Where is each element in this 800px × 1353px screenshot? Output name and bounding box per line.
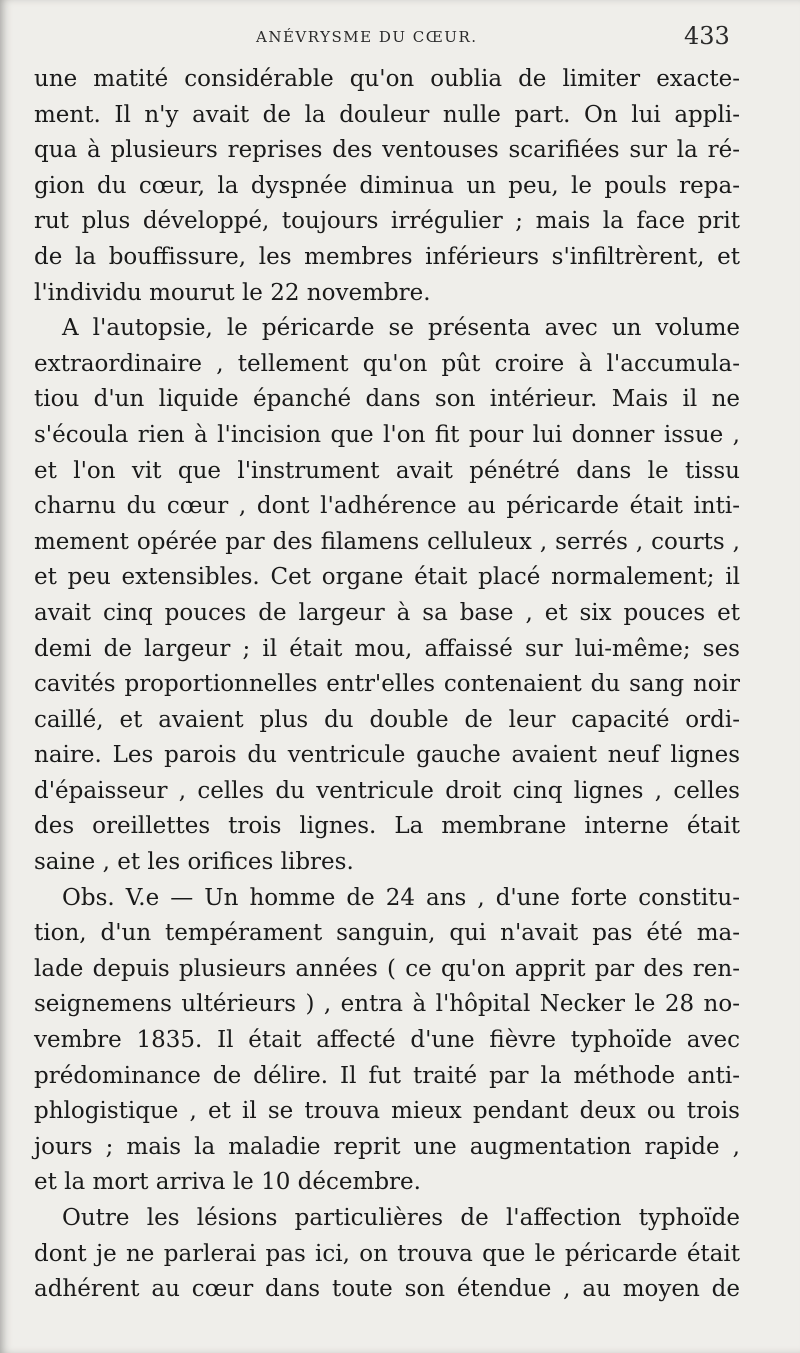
text-line: tiou d'un liquide épanché dans son intérieur. Mais il ne [34, 386, 740, 413]
text-line: et peu extensibles. Cet organe était placé normalement; il [34, 564, 740, 591]
running-head: ANÉVRYSME DU CŒUR. [256, 28, 478, 46]
text-line: et l'on vit que l'instrument avait pénétré dans le tissu [34, 457, 740, 484]
body-text [34, 62, 740, 1308]
text-line: une matité considérable qu'on oublia de limiter exacte- [34, 66, 740, 92]
text-line: gion du cœur, la dyspnée diminua un peu, le pouls repa- [34, 172, 740, 199]
text-line: Obs. V.e — Un homme de 24 ans , d'une forte constitu- [62, 884, 740, 911]
text-line: jours ; mais la maladie reprit une augmentation rapide , [34, 1133, 740, 1160]
text-line: Outre les lésions particulières de l'affection typhoïde [62, 1205, 740, 1231]
text-line: mement opérée par des filamens celluleux , serrés , courts , [34, 528, 740, 555]
text-line: A l'autopsie, le péricarde se présenta avec un volume [62, 315, 740, 342]
text-line: et la mort arriva le 10 décembre. [34, 1169, 421, 1196]
text-line: lade depuis plusieurs années ( ce qu'on apprit par des ren- [34, 955, 740, 982]
text-line: avait cinq pouces de largeur à sa base , et six pouces et [34, 599, 740, 626]
text-line: de la bouffissure, les membres inférieurs s'infiltrèrent, et [34, 243, 740, 270]
text-line: ment. Il n'y avait de la douleur nulle part. On lui appli- [34, 101, 740, 128]
text-line: tion, d'un tempérament sanguin, qui n'avait pas été ma- [34, 920, 740, 947]
page-header [0, 22, 800, 56]
text-line: cavités proportionnelles entr'elles contenaient du sang noir [34, 671, 740, 698]
text-line: caillé, et avaient plus du double de leur capacité ordi- [34, 706, 740, 733]
text-line: adhérent au cœur dans toute son étendue , au moyen de [34, 1276, 740, 1303]
text-line: d'épaisseur , celles du ventricule droit cinq lignes , celles [34, 777, 740, 804]
text-line: demi de largeur ; il était mou, affaissé sur lui-même; ses [34, 635, 740, 662]
text-line: seignemens ultérieurs ) , entra à l'hôpital Necker le 28 no- [34, 991, 740, 1018]
text-line: vembre 1835. Il était affecté d'une fièvre typhoïde avec [34, 1027, 740, 1054]
text-line: l'individu mourut le 22 novembre. [34, 279, 431, 306]
text-line: phlogistique , et il se trouva mieux pendant deux ou trois [34, 1098, 740, 1125]
text-line: naire. Les parois du ventricule gauche avaient neuf lignes [34, 742, 740, 769]
text-line: dont je ne parlerai pas ici, on trouva que le péricarde était [34, 1240, 740, 1267]
text-line: des oreillettes trois lignes. La membrane interne était [34, 813, 740, 840]
text-line: charnu du cœur , dont l'adhérence au péricarde était inti- [34, 493, 740, 520]
text-line: saine , et les orifices libres. [34, 849, 354, 876]
text-line: s'écoula rien à l'incision que l'on fit pour lui donner issue , [34, 421, 740, 448]
text-line: prédominance de délire. Il fut traité par la méthode anti- [34, 1062, 740, 1089]
text-line: qua à plusieurs reprises des ventouses scarifiées sur la ré- [34, 137, 740, 164]
text-line: extraordinaire , tellement qu'on pût croire à l'accumula- [34, 350, 740, 377]
text-line: rut plus développé, toujours irrégulier ; mais la face prit [34, 208, 740, 235]
page-number: 433 [684, 22, 730, 50]
